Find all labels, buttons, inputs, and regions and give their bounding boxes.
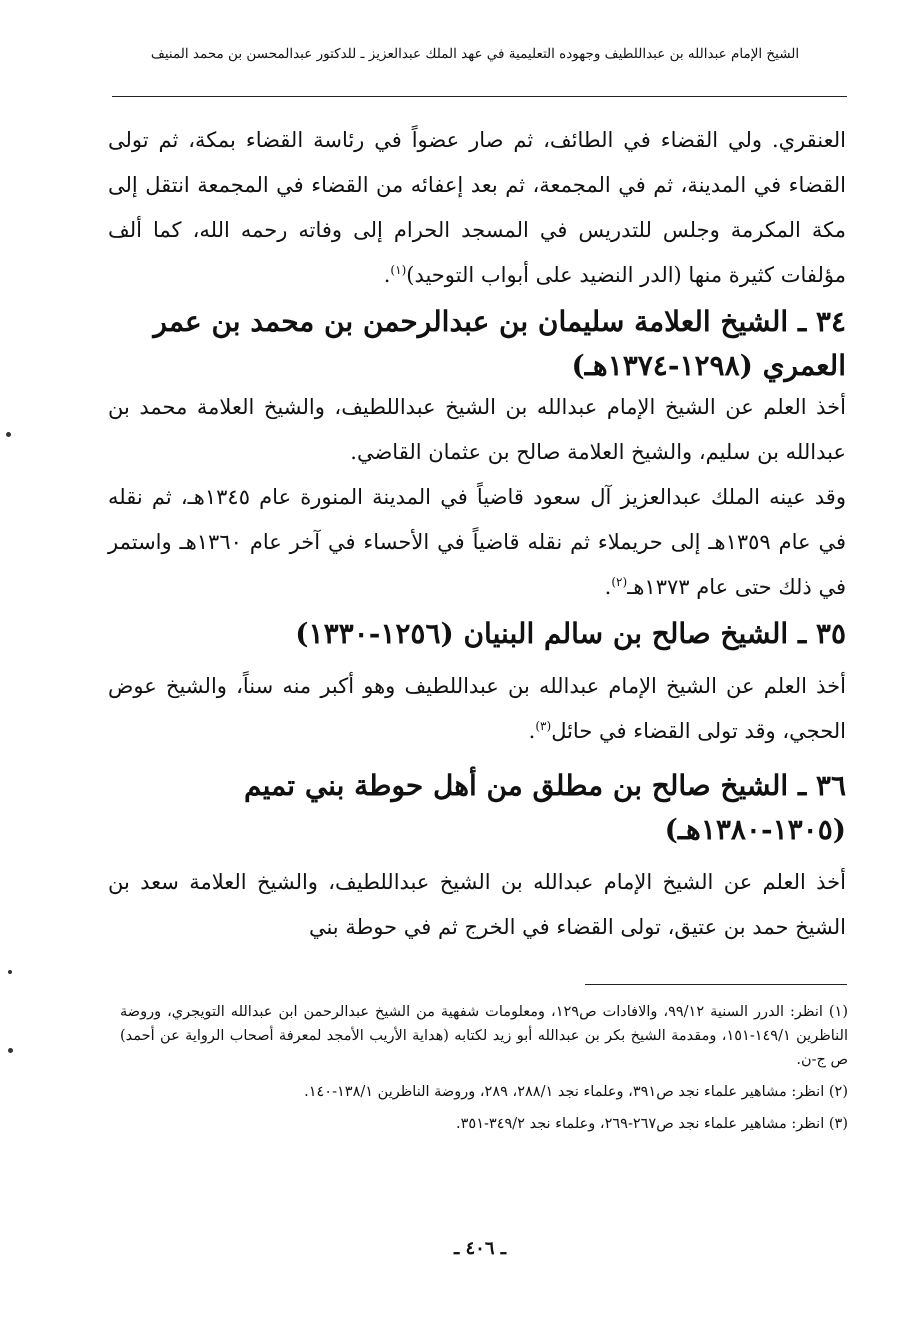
entry-34-paragraph-1: أخذ العلم عن الشيخ الإمام عبدالله بن الشيخ عبداللطيف، والشيخ العلامة محمد بن عبدالله بن سليم، والشيخ العلامة صالح بن عثمان القاضي. (108, 395, 846, 464)
footnote-ref-3: (٣) (535, 719, 552, 733)
intro-end: . (383, 263, 391, 287)
margin-speck (8, 970, 12, 974)
entry-34-paragraph-2-text: وقد عينه الملك عبدالعزيز آل سعود قاضياً في المدينة المنورة عام ١٣٤٥هـ، ثم نقله في عام ١٣٥٩هـ إلى حريملاء ثم نقله قاضياً في الأحساء في آخر عام ١٣٦٠هـ واستمر في ذلك حتى عام ١٣٧٣هـ (108, 485, 846, 599)
footnote-3: (٣) انظر: مشاهير علماء نجد ص٢٦٧-٢٦٩، وعلماء نجد ٣٤٩/٢-٣٥١. (456, 1116, 848, 1132)
entry-35-heading: ٣٥ ـ الشيخ صالح بن سالم البنيان (١٢٥٦-١٣٣٠) (295, 617, 846, 650)
header-rule (112, 96, 847, 97)
footnote-2: (٢) انظر: مشاهير علماء نجد ص٣٩١، وعلماء نجد ٢٨٨/١، ٢٨٩، وروضة الناظرين ١٣٨/١-١٤٠. (304, 1084, 848, 1100)
entry-35-paragraph-1-text: أخذ العلم عن الشيخ الإمام عبدالله بن عبداللطيف وهو أكبر منه سناً، والشيخ عوض الحجي، وقد تولى القضاء في حائل (108, 674, 846, 743)
margin-speck (8, 1048, 13, 1053)
footnote-separator (585, 984, 847, 985)
footnote-ref-2: (٢) (611, 575, 628, 589)
entry-36-paragraph-1: أخذ العلم عن الشيخ الإمام عبدالله بن الشيخ عبداللطيف، والشيخ العلامة سعد بن الشيخ حمد بن عتيق، تولى القضاء في الخرج ثم في حوطة بني (108, 870, 846, 939)
entry-36-heading: ٣٦ ـ الشيخ صالح بن مطلق من أهل حوطة بني تميم (١٣٠٥-١٣٨٠هـ) (244, 769, 846, 846)
margin-speck (6, 432, 11, 437)
footnotes (120, 1000, 848, 1144)
page-number: ـ ٤٠٦ ـ (453, 1238, 507, 1259)
intro-text: العنقري. ولي القضاء في الطائف، ثم صار عضواً في رئاسة القضاء بمكة، ثم تولى القضاء في المدينة، ثم في المجمعة، ثم بعد إعفائه من القضاء في المجمعة انتقل إلى مكة المكرمة وجلس للتدريس في المسجد الحرام إلى وفاته رحمه الله، كما ألف مؤلفات كثيرة منها (الدر النضيد على أبواب التوحيد) (108, 128, 846, 287)
running-header: الشيخ الإمام عبدالله بن عبداللطيف وجهوده التعليمية في عهد الملك عبدالعزيز ـ للدكتور عبدالمحسن بن محمد المنيف (150, 46, 800, 62)
footnote-1: (١) انظر: الدرر السنية ٩٩/١٢، والافادات ص١٢٩، ومعلومات شفهية من الشيخ عبدالرحمن ابن عبدالله التويجري، وروضة الناظرين ١٤٩/١-١٥١، ومقدمة الشيخ بكر بن عبدالله أبو زيد لكتابه (هداية الأريب الأمجد لمعرفة أصحاب الرواية عن أحمد) ص ج-ن. (120, 1004, 849, 1068)
entry-35-paragraph-1: أخذ العلم عن الشيخ الإمام عبدالله بن عبداللطيف وهو أكبر منه سناً، والشيخ عوض الحجي، وقد تولى القضاء في حائل$^{(٣)}$. (108, 674, 846, 743)
entry-34-paragraph-2: وقد عينه الملك عبدالعزيز آل سعود قاضياً في المدينة المنورة عام ١٣٤٥هـ، ثم نقله في عام ١٣٥٩هـ إلى حريملاء ثم نقله قاضياً في الأحساء في آخر عام ١٣٦٠هـ واستمر في ذلك حتى عام ١٣٧٣هـ$^{(٢)}$. (108, 485, 846, 599)
intro-paragraph (108, 118, 846, 298)
entry-34-heading: ٣٤ ـ الشيخ العلامة سليمان بن عبدالرحمن بن محمد بن عمر العمري (١٢٩٨-١٣٧٤هـ) (153, 305, 846, 382)
footnote-ref-1: (١) (390, 263, 407, 277)
